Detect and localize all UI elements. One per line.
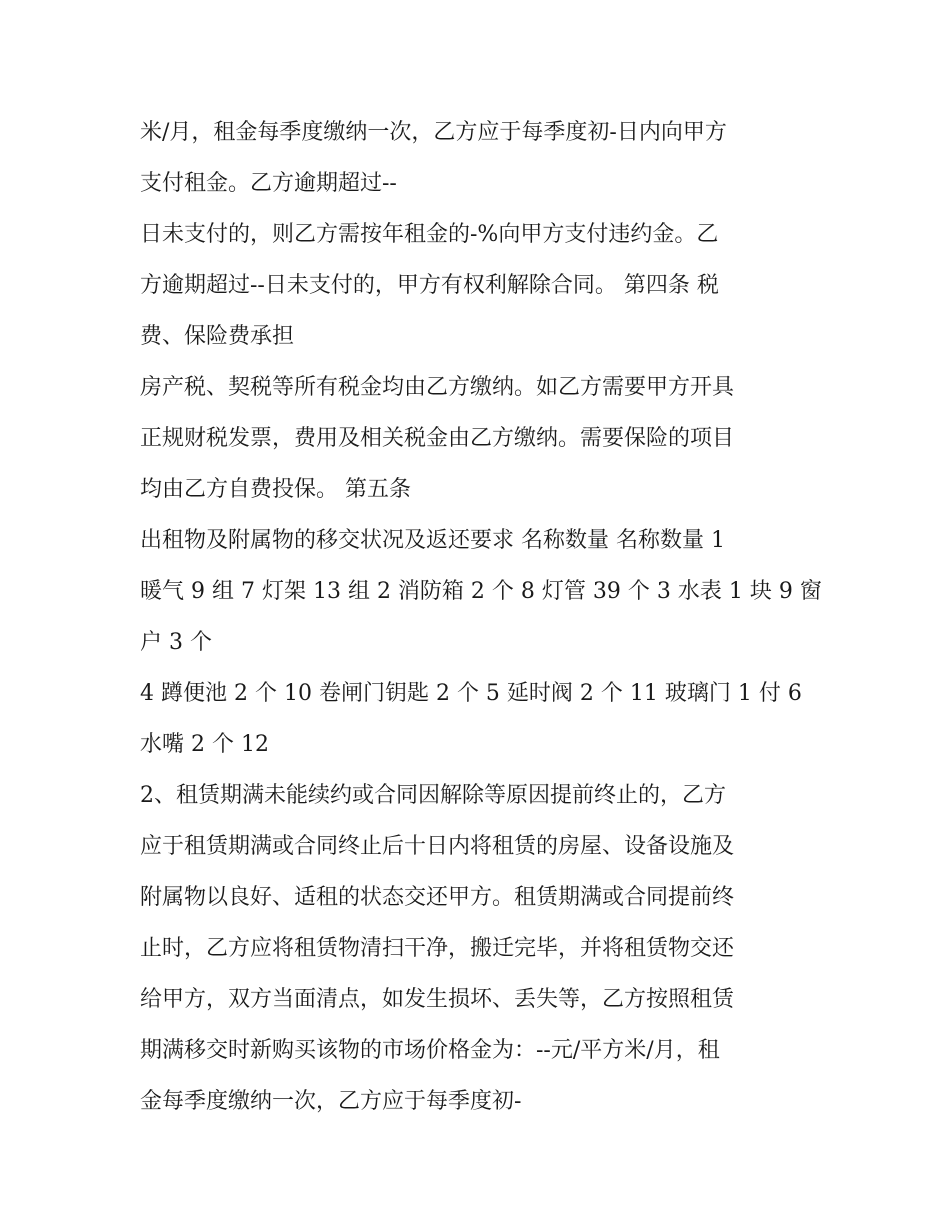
text-line: 方逾期超过--日未支付的，甲方有权利解除合同。 第四条 税	[140, 273, 719, 298]
text-line: 2、租赁期满未能续约或合同因解除等原因提前终止的，乙方	[140, 783, 726, 808]
text-line: 正规财税发票，费用及相关税金由乙方缴纳。需要保险的项目	[140, 426, 735, 451]
text-line: 出租物及附属物的移交状况及返还要求 名称数量 名称数量 1	[140, 528, 725, 553]
text-line: 期满移交时新购买该物的市场价格金为：--元/平方米/月，租	[140, 1038, 720, 1063]
text-line: 金每季度缴纳一次，乙方应于每季度初-	[140, 1089, 522, 1114]
text-line: 4 蹲便池 2 个 10 卷闸门钥匙 2 个 5 延时阀 2 个 11 玻璃门 1 付 6	[140, 681, 802, 706]
text-line: 费、保险费承担	[140, 324, 295, 349]
text-line: 米/月，租金每季度缴纳一次，乙方应于每季度初-日内向甲方	[140, 120, 727, 145]
text-line: 暖气 9 组 7 灯架 13 组 2 消防箱 2 个 8 灯管 39 个 3 水表 1 块 9 窗	[140, 579, 822, 604]
text-line: 给甲方，双方当面清点，如发生损坏、丢失等，乙方按照租赁	[140, 987, 735, 1012]
text-line: 附属物以良好、适租的状态交还甲方。租赁期满或合同提前终	[140, 885, 735, 910]
text-line: 应于租赁期满或合同终止后十日内将租赁的房屋、设备设施及	[140, 834, 735, 859]
text-line: 支付租金。乙方逾期超过--	[140, 171, 397, 196]
text-line: 日未支付的，则乙方需按年租金的-%向甲方支付违约金。乙	[140, 222, 719, 247]
document-body	[140, 107, 820, 1127]
text-line: 户 3 个	[140, 630, 212, 655]
text-line: 房产税、契税等所有税金均由乙方缴纳。如乙方需要甲方开具	[140, 375, 735, 400]
text-line: 止时，乙方应将租赁物清扫干净，搬迁完毕，并将租赁物交还	[140, 936, 735, 961]
text-line: 均由乙方自费投保。 第五条	[140, 477, 411, 502]
text-line: 水嘴 2 个 12	[140, 732, 269, 757]
